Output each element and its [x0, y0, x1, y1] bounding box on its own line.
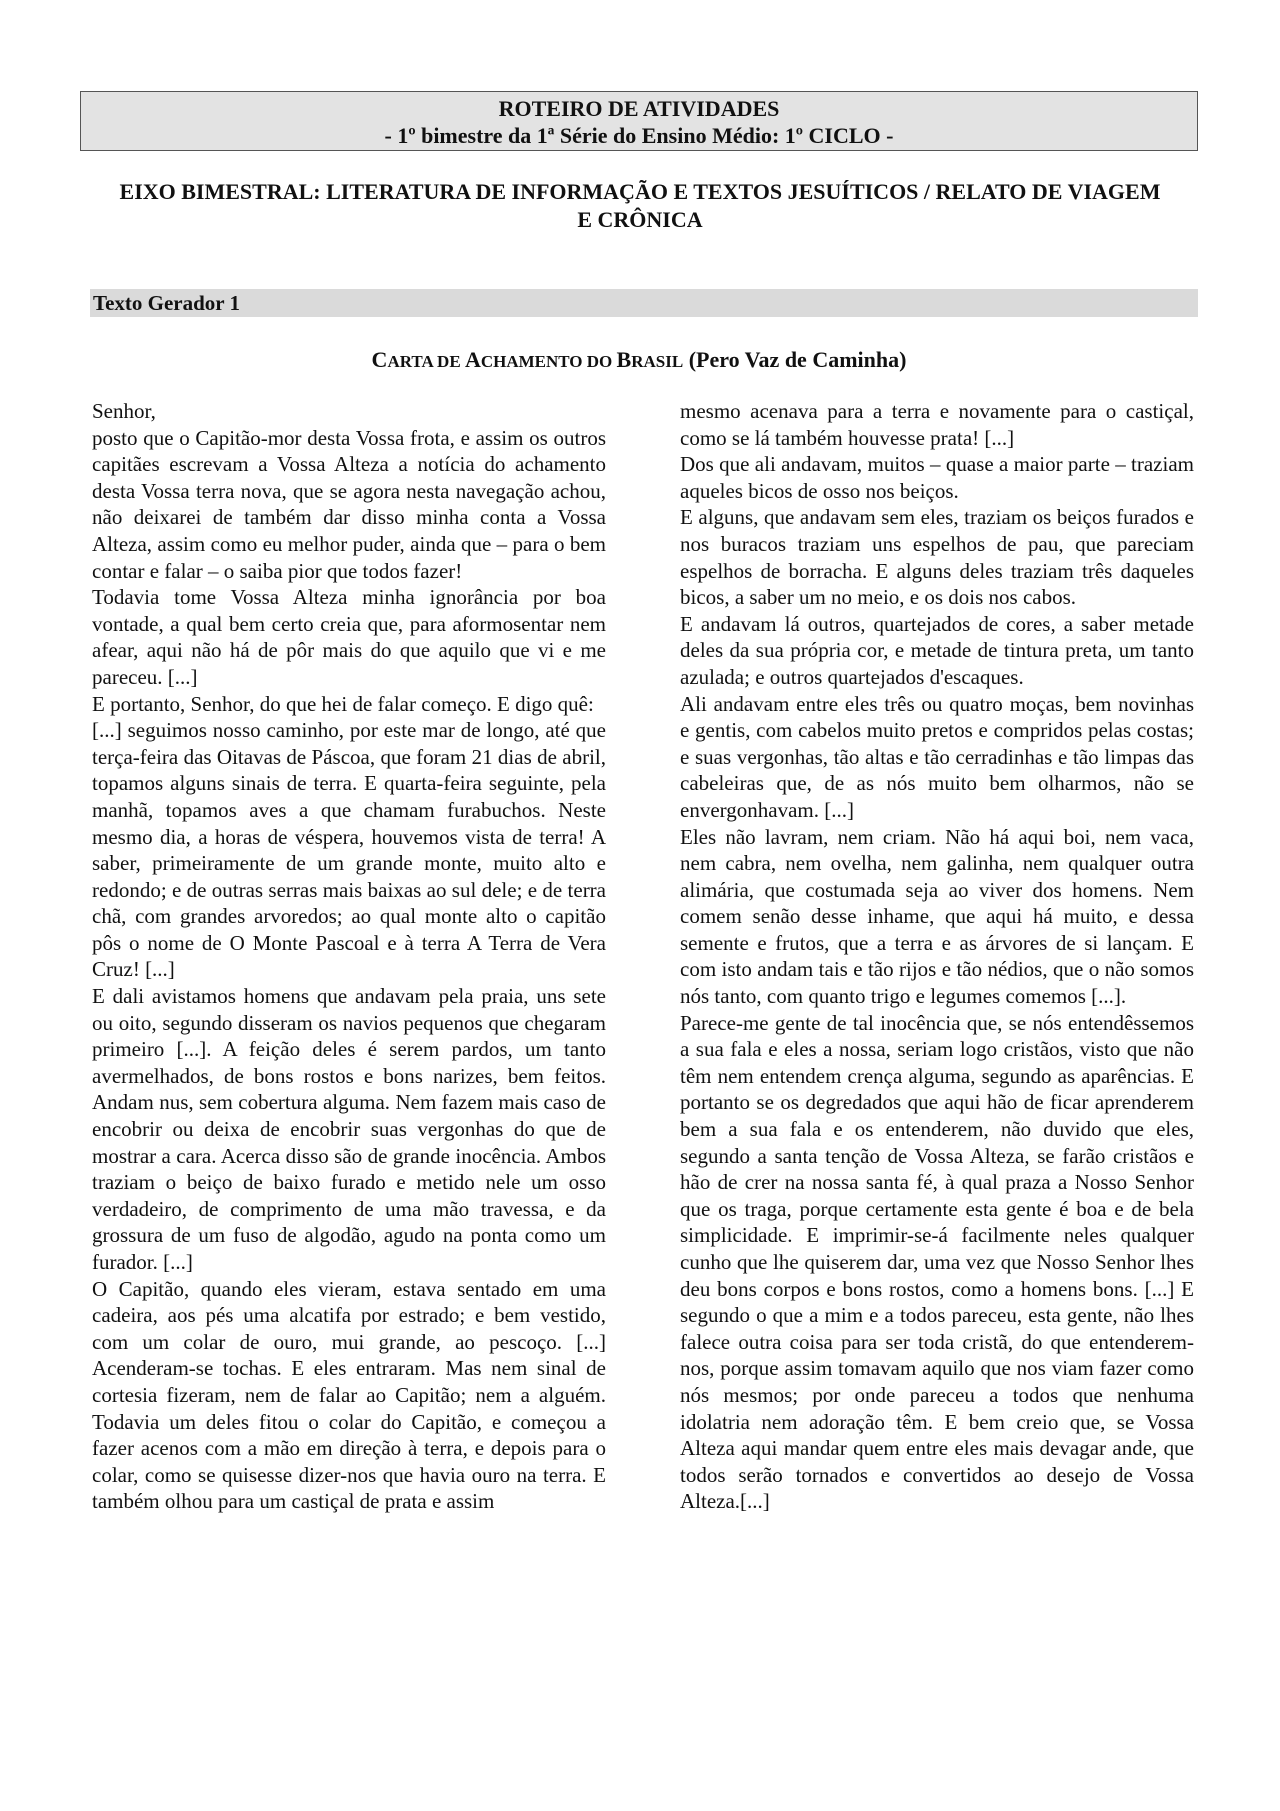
- paragraph: Dos que ali andavam, muitos – quase a maior parte – traziam aqueles bicos de osso nos beiços.: [680, 452, 1194, 503]
- paragraph: E alguns, que andavam sem eles, traziam os beiços furados e nos buracos traziam uns espelhos de pau, que pareciam espelhos de borracha. E alguns deles traziam três daqueles bicos, a saber um no meio, e os dois nos cabos.: [680, 505, 1194, 610]
- paragraph: mesmo acenava para a terra e novamente para o castiçal, como se lá também houvesse prata! [...]: [680, 399, 1194, 450]
- paragraph: Ali andavam entre eles três ou quatro moças, bem novinhas e gentis, com cabelos muito pretos e compridos pelas costas; e suas vergonhas, tão altas e tão cerradinhas e tão limpas das cabeleiras que, de as nós muito bem olharmos, não se envergonhavam. [...]: [680, 691, 1194, 822]
- paragraph: Senhor,: [92, 399, 156, 423]
- paragraph: Todavia tome Vossa Alteza minha ignorância por boa vontade, a qual bem certo creia que, para aformosentar nem afear, aqui não há de pôr mais do que aquilo que vi e me pareceu. [...]: [92, 585, 606, 689]
- left-column: [92, 398, 606, 1515]
- paragraph: E andavam lá outros, quartejados de cores, a saber metade deles da sua própria cor, e metade de tintura preta, um tanto azulada; e outros quartejados d'escaques.: [680, 611, 1194, 689]
- title-author: (Pero Vaz de Caminha): [683, 347, 907, 372]
- activity-subtitle: - 1º bimestre da 1ª Série do Ensino Médio: 1º CICLO -: [384, 123, 894, 148]
- title-word-1-rest: ARTA DE: [387, 352, 465, 371]
- paragraph: E dali avistamos homens que andavam pela praia, uns sete ou oito, segundo disseram os navios pequenos que chegaram primeiro [...]. A feição deles é serem pardos, um tanto avermelhados, de bons rostos e bons narizes, bem feitos. Andam nus, sem cobertura alguma. Nem fazem mais caso de encobrir ou deixa de encobrir suas vergonhas do que de mostrar a cara. Acerca disso são de grande inocência. Ambos traziam o beiço de baixo furado e metido nele um osso verdadeiro, de comprimento de uma mão travessa, e da grossura de um fuso de algodão, agudo na ponta como um furador. [...]: [92, 984, 606, 1274]
- paragraph: O Capitão, quando eles vieram, estava sentado em uma cadeira, aos pés uma alcatifa por estrado; e bem vestido, com um colar de ouro, mui grande, ao pescoço. [...] Acenderam-se tochas. E eles entraram. Mas nem sinal de cortesia fizeram, nem de falar ao Capitão; nem a alguém. Todavia um deles fitou o colar do Capitão, e começou a fazer acenos com a mão em direção à terra, e depois para o colar, como se quisesse dizer-nos que havia ouro na terra. E também olhou para um castiçal de prata e assim: [92, 1276, 606, 1514]
- paragraph: Eles não lavram, nem criam. Não há aqui boi, nem vaca, nem cabra, nem ovelha, nem galinha, nem qualquer outra alimária, que costumada seja ao viver dos homens. Nem comem senão desse inhame, que aqui há muito, e dessa semente e frutos, que a terra e as árvores de si lançam. E com isto andam tais e tão rijos e tão nédios, que o não somos nós tanto, com quanto trigo e legumes comemos [...].: [680, 824, 1194, 1009]
- title-word-2-cap: A: [464, 347, 481, 372]
- title-word-3-rest: RASIL: [631, 352, 684, 371]
- title-word-2-rest: CHAMENTO DO: [480, 352, 617, 371]
- paragraph: posto que o Capitão-mor desta Vossa frota, e assim os outros capitães escrevam a Vossa Alteza a notícia do achamento desta Vossa terra nova, que se agora nesta navegação achou, não deixarei de também dar disso minha conta a Vossa Alteza, assim como eu melhor puder, ainda que – para o bem contar e falar – o saiba pior que todos fazer!: [92, 425, 606, 583]
- activity-title: ROTEIRO DE ATIVIDADES: [498, 96, 780, 121]
- bimonthly-axis-title: EIXO BIMESTRAL: LITERATURA DE INFORMAÇÃO E TEXTOS JESUÍTICOS / RELATO DE VIAGEM E CRÔNICA: [119, 179, 1161, 232]
- text-title: [80, 346, 1198, 376]
- title-word-3-cap: B: [616, 347, 632, 372]
- right-column: [680, 398, 1194, 1515]
- section-label: Texto Gerador 1: [90, 289, 1198, 317]
- paragraph: Parece-me gente de tal inocência que, se nós entendêssemos a sua fala e eles a nossa, seriam logo cristãos, visto que não têm nem entendem crença alguma, segundo as aparências. E portanto se os degredados que aqui hão de ficar aprenderem bem a sua fala e os entenderem, não duvido que eles, segundo a santa tenção de Vossa Alteza, se farão cristãos e hão de crer na nossa santa fé, à qual praza a Nosso Senhor que os traga, porque certamente esta gente é boa e de bela simplicidade. E imprimir-se-á facilmente neles qualquer cunho que lhe quiserem dar, uma vez que Nosso Senhor lhes deu bons corpos e bons rostos, como a homens bons. [...] E segundo o que a mim e a todos pareceu, esta gente, não lhes falece outra coisa para ser toda cristã, do que entenderem-nos, porque assim tomavam aquilo que nos viam fazer como nós mesmos; por onde pareceu a todos que nenhuma idolatria nem adoração têm. E bem creio que, se Vossa Alteza aqui mandar quem entre eles mais devagar ande, que todos serão tornados e convertidos ao desejo de Vossa Alteza.[...]: [680, 1010, 1194, 1514]
- paragraph: [...] seguimos nosso caminho, por este mar de longo, até que terça-feira das Oitavas de Páscoa, que foram 21 dias de abril, topamos alguns sinais de terra. E quarta-feira seguinte, pela manhã, topamos aves a que chamam furabuchos. Neste mesmo dia, a horas de véspera, houvemos vista de terra! A saber, primeiramente de um grande monte, muito alto e redondo; e de outras serras mais baixas ao sul dele; e de terra chã, com grandes arvoredos; ao qual monte alto o capitão pôs o nome de O Monte Pascoal e à terra A Terra de Vera Cruz! [...]: [92, 718, 606, 982]
- activity-header: [80, 91, 1198, 151]
- paragraph: E portanto, Senhor, do que hei de falar começo. E digo quê:: [92, 691, 594, 716]
- title-word-1-cap: C: [371, 347, 388, 372]
